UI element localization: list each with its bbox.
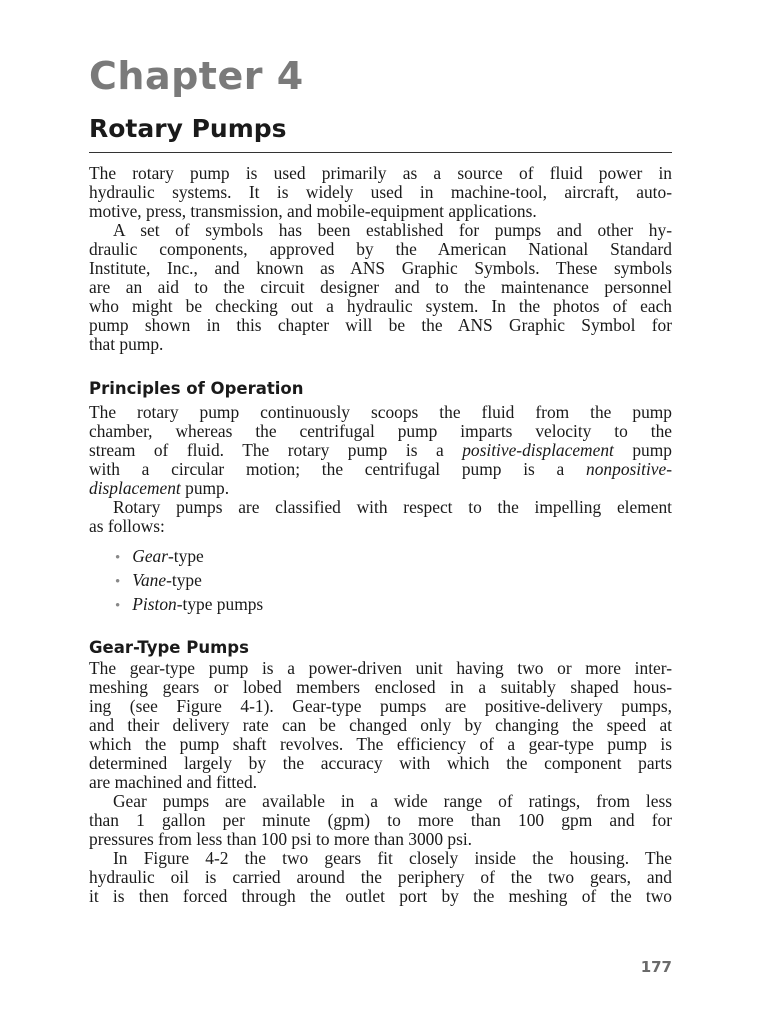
list-item: • Vane-type <box>115 570 202 590</box>
page-number: 177 <box>640 958 672 976</box>
body-line: In Figure 4-2 the two gears fit closely inside the housing. The <box>113 848 672 868</box>
body-line: pressures from less than 100 psi to more than 3000 psi. <box>89 829 473 849</box>
body-line: chamber, whereas the centrifugal pump imparts velocity to the <box>89 421 672 441</box>
section-heading-gear-type: Gear-Type Pumps <box>89 638 249 657</box>
chapter-title: Rotary Pumps <box>89 114 287 143</box>
body-line: are machined and fitted. <box>89 772 258 792</box>
body-line: A set of symbols has been established for pumps and other hy- <box>113 220 672 240</box>
body-line: which the pump shaft revolves. The efficiency of a gear-type pump is <box>89 734 672 754</box>
emphasis-text: positive-displacement <box>462 440 614 460</box>
body-line: Institute, Inc., and known as ANS Graphic Symbols. These symbols <box>89 258 672 278</box>
body-line: it is then forced through the outlet port by the meshing of the two <box>89 886 672 906</box>
emphasis-text: nonpositive- <box>586 459 672 479</box>
body-line: Gear pumps are available in a wide range of ratings, from less <box>113 791 672 811</box>
body-line: are an aid to the circuit designer and to the maintenance personnel <box>89 277 672 297</box>
body-line: that pump. <box>89 334 164 354</box>
body-line: ing (see Figure 4-1). Gear-type pumps are positive-delivery pumps, <box>89 696 672 716</box>
body-line: The rotary pump is used primarily as a source of fluid power in <box>89 163 672 183</box>
body-line: motive, press, transmission, and mobile-equipment applications. <box>89 201 537 221</box>
body-line: hydraulic oil is carried around the periphery of the two gears, and <box>89 867 672 887</box>
body-line: stream of fluid. The rotary pump is a positive-displacement pump <box>89 440 672 460</box>
body-line: The rotary pump continuously scoops the fluid from the pump <box>89 402 672 422</box>
chapter-label: Chapter 4 <box>89 54 304 98</box>
body-line: with a circular motion; the centrifugal pump is a nonpositive- <box>89 459 672 479</box>
body-line: Rotary pumps are classified with respect to the impelling element <box>113 497 672 517</box>
emphasis-text: displacement <box>89 478 181 498</box>
body-line: meshing gears or lobed members enclosed in a suitably shaped hous- <box>89 677 672 697</box>
section-heading-principles: Principles of Operation <box>89 379 304 398</box>
bullet-icon: • <box>115 598 121 614</box>
title-rule <box>89 152 672 153</box>
bullet-icon: • <box>115 550 121 566</box>
body-line: than 1 gallon per minute (gpm) to more than 100 gpm and for <box>89 810 672 830</box>
body-line: as follows: <box>89 516 165 536</box>
body-line: and their delivery rate can be changed only by changing the speed at <box>89 715 672 735</box>
body-line: hydraulic systems. It is widely used in machine-tool, aircraft, auto- <box>89 182 672 202</box>
body-line: determined largely by the accuracy with which the component parts <box>89 753 672 773</box>
body-line: The gear-type pump is a power-driven unit having two or more inter- <box>89 658 672 678</box>
body-line: displacement pump. <box>89 478 230 498</box>
list-item: • Gear-type <box>115 546 204 566</box>
body-line: pump shown in this chapter will be the ANS Graphic Symbol for <box>89 315 672 335</box>
bullet-icon: • <box>115 574 121 590</box>
body-line: who might be checking out a hydraulic system. In the photos of each <box>89 296 672 316</box>
body-line: draulic components, approved by the American National Standard <box>89 239 672 259</box>
list-item: • Piston-type pumps <box>115 594 264 614</box>
